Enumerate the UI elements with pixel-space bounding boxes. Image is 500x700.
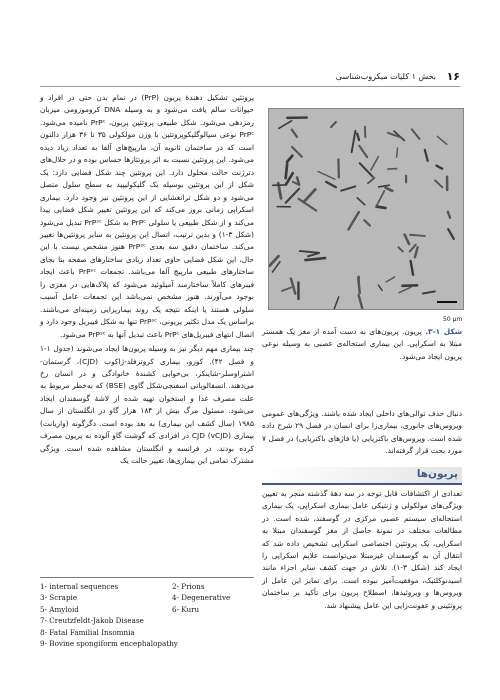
page-number: ۱۶ <box>446 70 460 83</box>
body-paragraph: دنبال حذف توالی‌های داخلی ایجاد شده باشند. ویژگی‌های عمومی ویروس‌های جانوری، بیماری‌زا برای انسان در فصل ۲۹ شرح داده شده است. ویروس‌های باکتریایی (یا فاژهای باکتریایی) در فصل ۷ مورد بحث قرار گرفته‌اند. <box>262 409 462 456</box>
prion-rod <box>359 146 367 157</box>
prion-rod <box>357 134 359 141</box>
micrograph-image <box>269 109 463 309</box>
figure-caption-label: شکل ۱-۳. <box>425 327 462 336</box>
footnotes <box>40 577 254 649</box>
footnote: 3- Scrapie <box>40 593 78 603</box>
footnote-row <box>40 592 254 603</box>
prion-rod <box>379 185 390 187</box>
prion-rod <box>341 186 355 190</box>
prion-rod <box>352 131 356 152</box>
prion-rod <box>326 182 336 187</box>
prion-rod <box>318 171 335 179</box>
prion-rod <box>308 253 318 256</box>
footnote: 8- Fatal Familial Insomnia <box>40 627 135 637</box>
prion-rod <box>291 279 295 294</box>
prion-rod <box>298 199 316 211</box>
prion-rod <box>437 166 443 169</box>
section-heading-bar <box>262 467 462 485</box>
prion-rod <box>397 148 398 157</box>
footnote: 6- Kuru <box>172 604 200 614</box>
prion-rod <box>348 212 358 229</box>
prion-rod <box>386 277 394 282</box>
body-paragraph: پروتئین تشکیل دهندهٔ پریون (PrP) در تمام بدن حتی در افراد و حیوانات سالم یافت می‌شود و به وسیله DNA کروموزومی میزبان رمزدهی می‌شود. شکل طبیعی پروتئین پریون، PrPᶜ نامیده می‌شود. PrPᶜ نوعی سیالوگلیکوپروتئین با وزن مولکولی ۳۵ تا ۳۶ هزار دالتون است که در ساختمان ثانویه آن، مارپیچ‌های آلفا به تعداد زیاد دیده می‌شود. این پروتئین نسبت به اثر پروتئازها حساس بوده و در حلال‌های دترژنت حالت محلول دارد. این پروتئین چند شکل فضایی دارد: یک شکل از این پروتئین بوسیله یک گلیکولیپید به سطح سلول متصل می‌شود و دو شکل ترانغشایی از این پروتئین نیز وجود دارد. بیماری اسکراپی زمانی بروز می‌کند که این پروتئین تغییر شکل فضایی پیدا می‌کند و از شکل طبیعی یا سلولی PrPᶜ به شکل PrPˢᶜ تبدیل می‌شود (شکل ۳-۱) و بدین ترتیب، اتصال این پروتئین به سایر پروتئین‌ها تغییر می‌کند. ساختمان دقیق سه بعدی PrPˢᶜ هنوز مشخص نیست با این حال، این شکل فضایی حاوی تعداد زیادی ساختارهای صفحه بتا بجای ساختارهای طبیعی مارپیچ آلفا می‌باشد. تجمعات PrPˢᶜ باعث ایجاد فیبرهای کاملاً ساختارمند آمیلوئید می‌شود که پلاک‌هایی در مغزی را بوجود می‌آورند. هنوز مشخص نمی‌باشد این تجمعات عامل آسیب سلولی هستند یا اینکه نتیجه یک روند بیماریزایی زمینه‌ای می‌باشند. براساس یک مدل تکثیر پریونی، PrPˢᶜ تنها به شکل فیبریل وجود دارد و اتصال انتهای فیبریل‌های PrPᶜ باعث تبدیل آنها به PrPˢᶜ می‌شود. <box>40 93 255 339</box>
prion-rod <box>415 247 418 257</box>
prion-rod <box>435 180 442 187</box>
left-column <box>40 92 254 470</box>
prion-rod <box>359 295 364 309</box>
prion-rod <box>412 129 420 139</box>
prion-rod <box>448 212 450 218</box>
prion-rod <box>410 235 425 236</box>
prion-rod <box>448 229 454 239</box>
prion-rod <box>377 207 386 208</box>
footnote: 7- Creutzfeldt-Jakob Disease <box>40 616 144 626</box>
prion-micrograph <box>268 108 464 310</box>
footnote-row <box>40 627 254 638</box>
prion-rod <box>425 150 428 161</box>
section-heading: پریون‌ها <box>416 468 458 480</box>
prion-rod <box>305 258 325 260</box>
prion-rod <box>437 136 447 144</box>
prion-rod <box>279 121 292 128</box>
scale-bar-label: 50 μm <box>443 316 463 323</box>
prion-rod <box>378 285 382 290</box>
prion-rod <box>332 297 339 309</box>
prion-rod <box>423 291 435 293</box>
footnote: 5- Amyloid <box>40 604 79 614</box>
running-header <box>40 72 460 87</box>
footnote-row <box>40 581 254 592</box>
body-paragraph: چند بیماری مهم دیگر نیز به وسیله پریون‌ها ایجاد می‌شوند (جدول ۱-۱ و فصل ۴۲). کورو، بیماری کروتزفلد-ژاکوب (CJD)، گرستمان-اشتراوسلر-شاینکر، بی‌خوابی کشندهٔ خانوادگی و در انسان رخ می‌دهند. انسفالوپاتی اسفنجی‌شکل گاوی (BSE) که به‌خطر مربوط به علت مصرف غذا و استخوان تهیه شده از لاشهٔ گوسفندان ایجاد می‌شود. مسئول مرگ بیش از ۱۸۴ هزار گاو در انگلستان از سال ۱۹۸۵ (سال کشف این بیماری) به بعد بوده است. دگرگونه (واریانت) بیماری CJD (vCJD) در افرادی که گوشت گاو آلوده به پریون مصرف کرده بودند، در فرانسه و انگلستان مشاهده شده است. ویژگی مشترک تمامی این بیماری‌ها، تغییر حالت یک <box>40 344 255 466</box>
prion-rod <box>371 157 378 170</box>
footnote-row <box>40 604 254 615</box>
figure-caption <box>262 326 462 363</box>
prion-rod <box>300 251 320 253</box>
running-title: بخش ۱ کلیات میکروب‌شناسی <box>335 72 436 81</box>
prion-rod <box>386 188 393 191</box>
prion-rod <box>398 247 402 251</box>
footnote-row <box>40 615 254 626</box>
body-paragraph: تعدادی از اکتشافات قابل توجه در سه دههٔ گذشته منجر به تعیین ویژگی‌های مولکولی و ژنتیکی عامل بیماری اسکراپی، یک بیماری استحاله‌ای سیستم عصبی مرکزی در گوسفند، شده است. در مطالعات مختلف در نمونهٔ حاصل از مغز گوسفندان مبتلا به اسکراپی، یک پروتئین اختصاصی اسکراپی تشخیص داده شد که انتقال آن به گوسفندان غیرمبتلا می‌توانست علایم اسکراپی را ایجاد کند (شکل ۳-۱). تلاش در جهت کشف سایر اجزاء مانند اسیدنوکلئیک، موفقیت‌آمیز نبوده است. برای تمایز این عامل از ویروس‌ها و ویروئیدها، اصطلاح پریون برای تأکید بر ساختمان پروتئینی و عفونت‌زایی این عامل پیشنهاد شد. <box>262 489 462 610</box>
figure-caption-text: پریون. پریون‌های به دست آمده از مغز یک همستر مبتلا به اسکراپی. این بیماری استحاله‌ی عصبی به وسیله نوعی پریون ایجاد می‌شود. <box>262 327 462 361</box>
prion-rod <box>304 189 316 201</box>
prion-rod <box>405 235 409 244</box>
prion-rod <box>364 220 370 225</box>
footnote: 4- Degenerative <box>172 593 231 603</box>
prion-rod <box>357 198 365 205</box>
prion-rod <box>286 164 287 178</box>
footnote: 1- internal sequences <box>40 582 119 591</box>
prion-rod <box>411 261 413 275</box>
prion-rod <box>331 122 336 127</box>
prion-rod <box>286 189 299 203</box>
prion-rod <box>376 191 384 207</box>
prion-rod <box>399 287 411 292</box>
prion-rod <box>410 245 416 252</box>
prion-rod <box>287 156 292 162</box>
prion-rod <box>292 130 297 137</box>
footnote-row <box>40 638 254 649</box>
footnote: 9- Bovine spongiform encephalopathy <box>40 639 178 649</box>
prion-rod <box>282 287 291 290</box>
footnote: 2- Prions <box>172 582 205 591</box>
prion-rod <box>368 178 374 184</box>
